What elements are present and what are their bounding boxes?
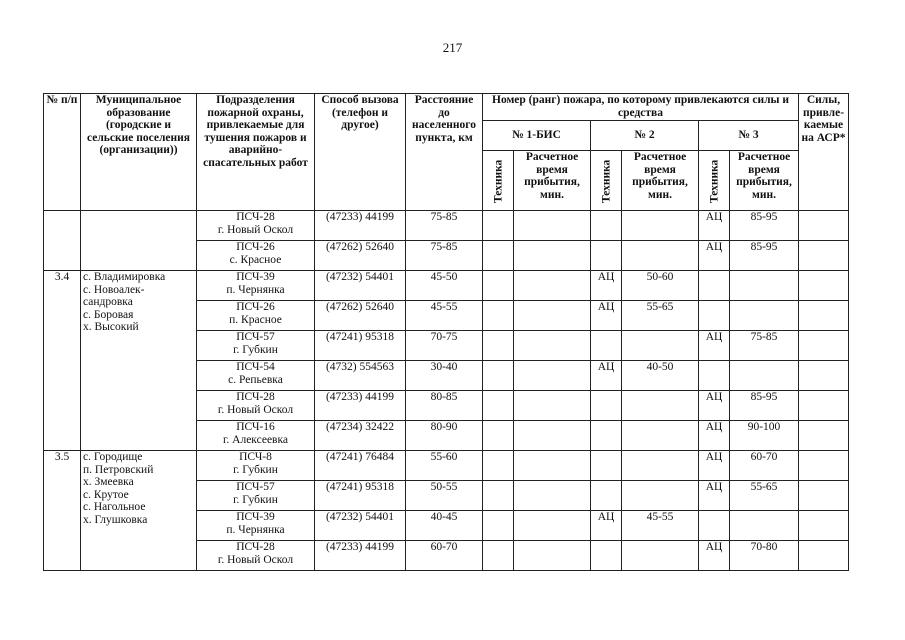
col-asr-header: Силы, привле-каемые на АСР* — [799, 94, 849, 211]
rank1-arrival-header: Расчетное время прибытия, мин. — [514, 151, 591, 211]
distance-cell: 45-55 — [406, 301, 483, 331]
phone-cell: (47262) 52640 — [315, 241, 406, 271]
rank2-arrival-cell: 45-55 — [622, 511, 699, 541]
table-row — [44, 451, 849, 481]
rank2-tech-cell: АЦ — [591, 301, 622, 331]
asr-cell — [799, 301, 849, 331]
municipality-cell: с. Городище п. Петровский х. Змеевка с. Крутое с. Нагольное х. Глушковка — [81, 451, 197, 571]
row-num-cell: 3.4 — [44, 271, 81, 451]
rank3-arrival-cell — [730, 271, 799, 301]
unit-location: г. Губкин — [233, 463, 278, 476]
row-num-cell — [44, 211, 81, 271]
unit-name: ПСЧ-39 — [236, 511, 275, 523]
rank1-tech-cell — [483, 511, 514, 541]
unit-location: с. Красное — [229, 253, 282, 266]
rank3-arrival-cell: 70-80 — [730, 541, 799, 571]
rank2-tech-cell: АЦ — [591, 361, 622, 391]
unit-location: г. Алексеевка — [222, 433, 289, 446]
rank2-tech-cell — [591, 541, 622, 571]
unit-name: ПСЧ-26 — [236, 241, 275, 253]
rank3-tech-cell: АЦ — [699, 241, 730, 271]
unit-cell — [197, 241, 315, 271]
distance-cell: 80-85 — [406, 391, 483, 421]
rank3-tech-cell: АЦ — [699, 421, 730, 451]
rank2-arrival-cell — [622, 541, 699, 571]
rank3-arrival-cell — [730, 301, 799, 331]
rank1-arrival-cell — [514, 271, 591, 301]
rank2-arrival-cell — [622, 451, 699, 481]
unit-name: ПСЧ-28 — [236, 391, 275, 403]
rank2-arrival-cell — [622, 211, 699, 241]
asr-cell — [799, 541, 849, 571]
rank2-tech-header: Техника — [591, 151, 622, 211]
rank1-arrival-cell — [514, 361, 591, 391]
phone-cell: (47233) 44199 — [315, 391, 406, 421]
rank3-header: № 3 — [699, 121, 799, 151]
rank2-tech-cell — [591, 451, 622, 481]
distance-cell: 80-90 — [406, 421, 483, 451]
fire-units-table — [43, 93, 849, 571]
asr-cell — [799, 331, 849, 361]
rank2-tech-cell: АЦ — [591, 271, 622, 301]
asr-cell — [799, 421, 849, 451]
distance-cell: 75-85 — [406, 241, 483, 271]
rank1-tech-cell — [483, 481, 514, 511]
rank1-tech-cell — [483, 271, 514, 301]
phone-cell: (47232) 54401 — [315, 511, 406, 541]
rank3-tech-cell — [699, 361, 730, 391]
rank1-tech-cell — [483, 331, 514, 361]
rank2-tech-cell — [591, 421, 622, 451]
rank1-arrival-cell — [514, 301, 591, 331]
unit-cell — [197, 211, 315, 241]
rank1-arrival-cell — [514, 241, 591, 271]
rank2-tech-cell — [591, 241, 622, 271]
rank3-arrival-header: Расчетное время прибытия, мин. — [730, 151, 799, 211]
rank1-arrival-cell — [514, 331, 591, 361]
rank1-tech-cell — [483, 301, 514, 331]
phone-cell: (47241) 95318 — [315, 331, 406, 361]
rank3-arrival-cell — [730, 511, 799, 541]
unit-cell — [197, 361, 315, 391]
unit-name: ПСЧ-8 — [239, 451, 272, 463]
rank1-arrival-cell — [514, 511, 591, 541]
rank2-arrival-cell: 40-50 — [622, 361, 699, 391]
unit-location: г. Губкин — [233, 343, 278, 356]
asr-cell — [799, 511, 849, 541]
rank2-tech-cell — [591, 331, 622, 361]
rank2-arrival-cell: 50-60 — [622, 271, 699, 301]
unit-cell — [197, 271, 315, 301]
rank2-tech-cell — [591, 391, 622, 421]
unit-cell — [197, 541, 315, 571]
unit-cell — [197, 511, 315, 541]
distance-cell: 60-70 — [406, 541, 483, 571]
unit-cell — [197, 451, 315, 481]
rank3-tech-cell: АЦ — [699, 391, 730, 421]
unit-location: с. Репьевка — [228, 373, 283, 386]
phone-cell: (4732) 554563 — [315, 361, 406, 391]
phone-cell: (47233) 44199 — [315, 211, 406, 241]
rank3-tech-cell: АЦ — [699, 451, 730, 481]
asr-cell — [799, 271, 849, 301]
unit-cell — [197, 301, 315, 331]
table-row — [44, 211, 849, 241]
rank2-tech-cell: АЦ — [591, 511, 622, 541]
rank2-arrival-cell — [622, 241, 699, 271]
phone-cell: (47241) 95318 — [315, 481, 406, 511]
rank2-tech-cell — [591, 211, 622, 241]
unit-cell — [197, 331, 315, 361]
unit-location: п. Красное — [229, 313, 282, 326]
rank1-tech-header: Техника — [483, 151, 514, 211]
rank1-arrival-cell — [514, 421, 591, 451]
unit-name: ПСЧ-57 — [236, 481, 275, 493]
unit-location: г. Губкин — [233, 493, 278, 506]
phone-cell: (47262) 52640 — [315, 301, 406, 331]
rank1-tech-cell — [483, 211, 514, 241]
rank3-arrival-cell: 85-95 — [730, 211, 799, 241]
unit-name: ПСЧ-28 — [236, 211, 275, 223]
rank3-arrival-cell: 75-85 — [730, 331, 799, 361]
row-num-cell: 3.5 — [44, 451, 81, 571]
rank3-arrival-cell: 55-65 — [730, 481, 799, 511]
unit-name: ПСЧ-57 — [236, 331, 275, 343]
rank1-arrival-cell — [514, 481, 591, 511]
unit-location: г. Новый Оскол — [217, 403, 294, 416]
col-num-header: № п/п — [44, 94, 81, 211]
asr-cell — [799, 481, 849, 511]
unit-location: п. Чернянка — [226, 283, 285, 296]
col-call-method-header: Способ вызова (телефон и другое) — [315, 94, 406, 211]
unit-name: ПСЧ-54 — [236, 361, 275, 373]
unit-cell — [197, 481, 315, 511]
rank2-tech-cell — [591, 481, 622, 511]
municipality-cell: с. Владимировка с. Новоалек- сандровка с. Боровая х. Высокий — [81, 271, 197, 451]
rank3-tech-cell: АЦ — [699, 481, 730, 511]
rank3-arrival-cell — [730, 361, 799, 391]
rank3-arrival-cell: 85-95 — [730, 241, 799, 271]
rank1-tech-cell — [483, 421, 514, 451]
unit-name: ПСЧ-16 — [236, 421, 275, 433]
table-body — [44, 211, 849, 571]
rank2-arrival-cell — [622, 421, 699, 451]
table-row — [44, 271, 849, 301]
rank2-header: № 2 — [591, 121, 699, 151]
asr-cell — [799, 391, 849, 421]
municipality-cell — [81, 211, 197, 271]
distance-cell: 30-40 — [406, 361, 483, 391]
unit-name: ПСЧ-39 — [236, 271, 275, 283]
phone-cell: (47233) 44199 — [315, 541, 406, 571]
unit-name: ПСЧ-28 — [236, 541, 275, 553]
rank1-arrival-cell — [514, 451, 591, 481]
col-municipality-header: Муниципальное образование (городские и сельские поселения (организации)) — [81, 94, 197, 211]
rank1-arrival-cell — [514, 391, 591, 421]
asr-cell — [799, 211, 849, 241]
distance-cell: 70-75 — [406, 331, 483, 361]
rank1-arrival-cell — [514, 541, 591, 571]
asr-cell — [799, 241, 849, 271]
rank1-tech-cell — [483, 391, 514, 421]
unit-cell — [197, 391, 315, 421]
unit-location: г. Новый Оскол — [217, 553, 294, 566]
unit-name: ПСЧ-26 — [236, 301, 275, 313]
col-fire-rank-header: Номер (ранг) пожара, по которому привлекаются силы и средства — [483, 94, 799, 121]
rank1-tech-cell — [483, 361, 514, 391]
page-number: 217 — [442, 40, 463, 55]
phone-cell: (47241) 76484 — [315, 451, 406, 481]
rank2-arrival-header: Расчетное время прибытия, мин. — [622, 151, 699, 211]
unit-cell — [197, 421, 315, 451]
phone-cell: (47234) 32422 — [315, 421, 406, 451]
col-distance-header: Расстояние до населенного пункта, км — [406, 94, 483, 211]
rank2-arrival-cell — [622, 331, 699, 361]
rank3-tech-cell — [699, 271, 730, 301]
rank3-tech-cell — [699, 511, 730, 541]
asr-cell — [799, 361, 849, 391]
distance-cell: 55-60 — [406, 451, 483, 481]
rank3-arrival-cell: 85-95 — [730, 391, 799, 421]
rank3-tech-cell: АЦ — [699, 541, 730, 571]
rank3-tech-cell: АЦ — [699, 331, 730, 361]
rank1-header: № 1-БИС — [483, 121, 591, 151]
rank1-arrival-cell — [514, 211, 591, 241]
rank3-arrival-cell: 90-100 — [730, 421, 799, 451]
rank3-tech-cell — [699, 301, 730, 331]
rank1-tech-cell — [483, 241, 514, 271]
distance-cell: 40-45 — [406, 511, 483, 541]
distance-cell: 75-85 — [406, 211, 483, 241]
rank2-arrival-cell: 55-65 — [622, 301, 699, 331]
unit-location: г. Новый Оскол — [217, 223, 294, 236]
distance-cell: 50-55 — [406, 481, 483, 511]
rank2-arrival-cell — [622, 391, 699, 421]
distance-cell: 45-50 — [406, 271, 483, 301]
rank2-arrival-cell — [622, 481, 699, 511]
col-units-header: Подразделения пожарной охраны, привлекаемые для тушения пожаров и аварийно-спасательных работ — [197, 94, 315, 211]
phone-cell: (47232) 54401 — [315, 271, 406, 301]
unit-location: п. Чернянка — [226, 523, 285, 536]
rank1-tech-cell — [483, 541, 514, 571]
rank3-arrival-cell: 60-70 — [730, 451, 799, 481]
asr-cell — [799, 451, 849, 481]
rank1-tech-cell — [483, 451, 514, 481]
rank3-tech-header: Техника — [699, 151, 730, 211]
rank3-tech-cell: АЦ — [699, 211, 730, 241]
